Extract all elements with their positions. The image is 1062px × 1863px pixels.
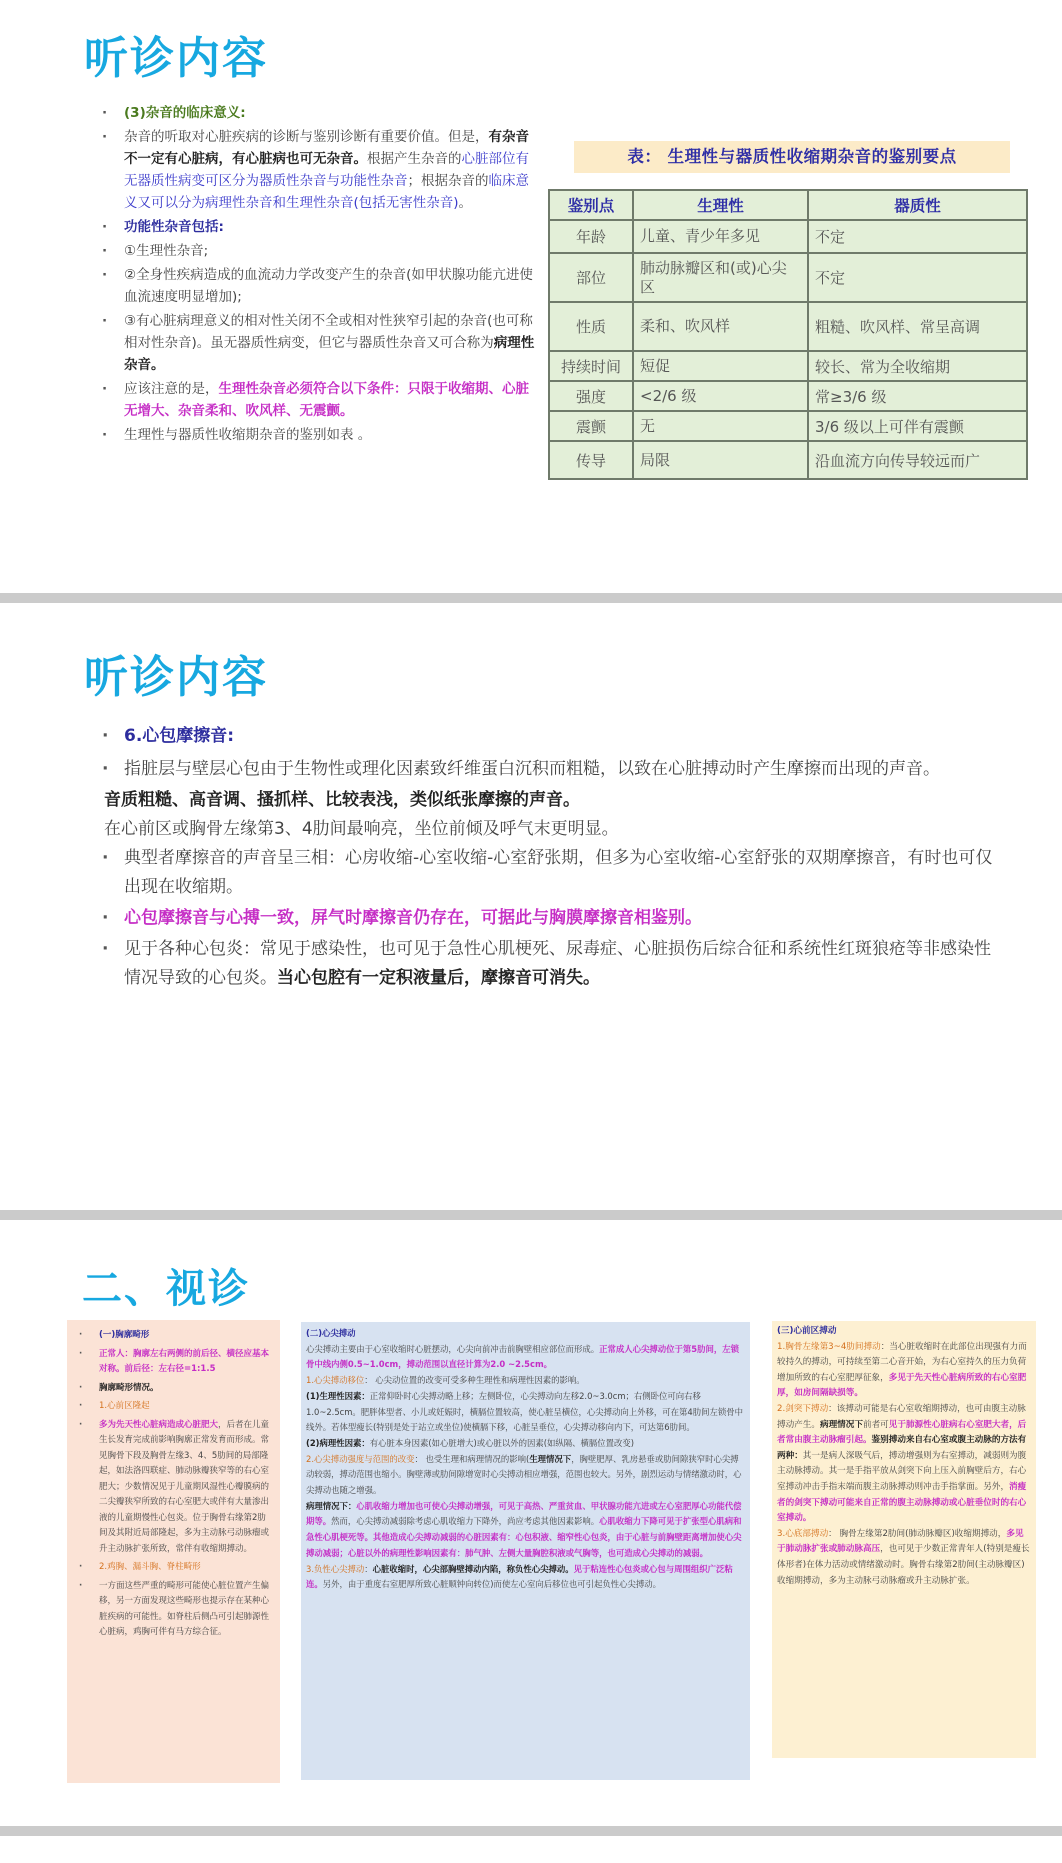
list-heading xyxy=(100,216,540,238)
table-row xyxy=(549,411,1027,441)
murmur-comparison-table xyxy=(548,189,1028,480)
murmur-clinical-significance-list xyxy=(100,102,540,448)
text-run-plain: ；根据杂音的 xyxy=(407,173,489,189)
text-run-orange: 3.心底部搏动 xyxy=(777,1528,829,1539)
text-run-plain: 在心前区或胸骨左缘第3、4肋间最响亮，坐位前倾及呼气末更明显。 xyxy=(104,819,619,839)
panel-chest-deformity xyxy=(67,1320,280,1783)
table-row xyxy=(549,381,1027,411)
table-cell-organic: 不定 xyxy=(808,253,1027,302)
list-item xyxy=(100,935,1000,993)
table-cell-key: 强度 xyxy=(549,381,633,411)
text-run-plain: 前者可 xyxy=(862,1419,889,1430)
list-item xyxy=(100,264,540,308)
text-run-orange: 2.剑突下搏动 xyxy=(777,1403,829,1414)
list-item xyxy=(100,310,540,376)
text-run-plain: 见于各种心包炎：常见于感染性，也可见于急性心肌梗死、尿毒症、心脏损伤后综合征和系统性红斑狼疮等非感染性情况导致的心包炎。 xyxy=(124,939,991,988)
list-item xyxy=(67,1418,272,1558)
list-item xyxy=(100,424,540,446)
text-run-pink: 多见于肺动脉扩张或肺动脉高压 xyxy=(777,1528,1024,1555)
text-run-plain: ，胸壁肥厚、乳房悬垂或肋间隙狭窄时心尖搏动较弱，搏动范围也缩小。胸壁薄或肋间隙增宽时心尖搏动相应增强，范围也较大。另外，剧烈运动与情绪激动时，心尖搏动也随之增强。 xyxy=(306,1453,742,1496)
list-item xyxy=(100,844,1000,902)
list-item xyxy=(67,1328,272,1344)
table-cell-physiological: <2/6 级 xyxy=(633,381,808,411)
text-run-bold: 生理情况下 xyxy=(529,1453,572,1464)
table-row xyxy=(549,351,1027,381)
list-item xyxy=(67,1381,272,1397)
table-cell-physiological: 儿童、青少年多见 xyxy=(633,220,808,253)
list-item xyxy=(100,240,540,262)
text-run-bold: 病理情况下 xyxy=(819,1419,863,1430)
slide-separator xyxy=(0,593,1062,603)
header-cell: 鉴别点 xyxy=(549,190,633,220)
text-run-bold: 病理情况下： xyxy=(306,1500,357,1511)
table-row xyxy=(549,441,1027,479)
header-cell: 器质性 xyxy=(808,190,1027,220)
text-run-plain: ： 胸骨左缘第2肋间(肺动脉瓣区)收缩期搏动， xyxy=(828,1528,1007,1539)
table-cell-physiological: 局限 xyxy=(633,441,808,479)
text-run-pink: 见于肺源性心脏病右心室肥大者，后者常由腹主动脉瘤引起。 xyxy=(777,1419,1027,1446)
text-run-orange: 3.负性心尖搏动 xyxy=(306,1563,365,1574)
text-run-plain: ： 也受生理和病理情况的影响( xyxy=(414,1453,530,1464)
text-run-plain: 指脏层与壁层心包由于生物性或理化因素致纤维蛋白沉积而粗糙，以致在心脏搏动时产生摩擦而出现的声音。 xyxy=(124,759,940,779)
table-cell-key: 持续时间 xyxy=(549,351,633,381)
table-cell-organic: 沿血流方向传导较远而广 xyxy=(808,441,1027,479)
paragraph xyxy=(306,1389,746,1436)
text-run-plain: ：当心脏收缩时在此部位出现强有力而较持久的搏动，可持续至第二心音开始，为右心室持久的压力负荷增加所致的右心室肥厚征象， xyxy=(777,1341,1027,1383)
text-run-plain: 根据产生杂音的 xyxy=(367,151,462,167)
text-run-bold: (2)病理性因素： xyxy=(306,1437,370,1448)
text-run-plain: 然而，心尖搏动减弱除考虑心肌收缩力下降外，尚应考虑其他因素影响。 xyxy=(331,1516,600,1527)
text-run-plain: 有心脏本身因素(如心脏增大)或心脏以外的因素(如纵隔、横膈位置改变) xyxy=(369,1437,635,1448)
slide-title: 听诊内容 xyxy=(84,652,268,703)
text-run-plain: 另外，由于重度右室肥厚所致心脏顺钟向转位)而使左心室向后移位也可引起负性心尖搏动。 xyxy=(322,1579,662,1590)
text-run-blueb: (二)心尖搏动 xyxy=(306,1328,356,1338)
text-run-pink: 正常人：胸廓左右两侧的前后径、横径应基本对称。前后径：左右径=1:1.5 xyxy=(99,1348,270,1374)
text-run-bold: 心脏收缩时，心尖部胸壁搏动内陷，称负性心尖搏动。 xyxy=(372,1563,574,1574)
table-cell-key: 震颤 xyxy=(549,411,633,441)
paragraph xyxy=(777,1402,1032,1527)
text-run-bold: 鉴别搏动来自右心室或腹主动脉的方法有两种： xyxy=(777,1435,1027,1461)
text-run-blue: 心脏部位有无器质性病变可区分为器质性杂音与功能性杂音 xyxy=(124,151,529,189)
text-run-bold: 音质粗糙、高音调、搔抓样、比较表浅，类似纸张摩擦的声音。 xyxy=(104,790,580,810)
list-item xyxy=(100,755,1000,784)
list-item xyxy=(67,1560,272,1576)
slide-auscultation-murmur xyxy=(0,0,1062,590)
table-cell-organic: 不定 xyxy=(808,220,1027,253)
header-cell: 生理性 xyxy=(633,190,808,220)
text-run-pink: 见于粘连性心包炎或心包与周围组织广泛粘连。 xyxy=(306,1563,733,1590)
text-run-pink: 多为先天性心脏病造成心脏肥大 xyxy=(99,1419,219,1430)
text-run-bold: (1)生理性因素： xyxy=(306,1390,370,1401)
table-cell-organic: 粗糙、吹风样、常呈高调 xyxy=(808,302,1027,351)
text-run-blueb: 6.心包摩擦音: xyxy=(124,726,235,746)
paragraph xyxy=(777,1527,1032,1589)
text-run-plain: ①生理性杂音; xyxy=(124,243,209,259)
text-run-orange: 1.心前区隆起 xyxy=(99,1401,150,1411)
table-cell-organic: 3/6 级以上可伴有震颤 xyxy=(808,411,1027,441)
paragraph xyxy=(100,815,1000,844)
table-row xyxy=(549,220,1027,253)
table-row xyxy=(549,253,1027,302)
text-run-plain: 一方面这些严重的畸形可能使心脏位置产生偏移，另一方面发现这些畸形也提示存在某种心脏疾病的可能性。如脊柱后侧凸可引起肺源性心脏病，鸡胸可伴有马方综合征。 xyxy=(99,1580,270,1637)
text-run-pink: 多见于先天性心脏病所致的右心室肥厚，如房间隔缺损等。 xyxy=(777,1372,1027,1399)
text-run-blue: 临床意义又可以分为病理性杂音和生理性杂音(包括无害性杂音) xyxy=(124,173,529,211)
paragraph xyxy=(306,1373,746,1389)
text-run-pink: 心肌收缩力下降可见于扩张型心肌病和急性心肌梗死等。其他造成心尖搏动减弱的心脏因素有：心包积液、缩窄性心包炎，由于心脏与前胸壁距离增加使心尖搏动减弱；心脏以外的病理性影响因素有：肺气肿、左侧大量胸腔积液或气胸等，也可造成心尖搏动的减弱。 xyxy=(306,1516,742,1558)
text-run-plain: 杂音的听取对心脏疾病的诊断与鉴别诊断有重要价值。但是， xyxy=(124,129,489,145)
text-run-plain: 正常仰卧时心尖搏动略上移；左侧卧位，心尖搏动向左移2.0~3.0cm；右侧卧位可向右移1.0~2.5cm。肥胖体型者、小儿或妊娠时，横膈位置较高，使心脏呈横位，心尖搏动向上外移，可在第4肋间左锁骨中线外。若体型瘦长(特别是处于站立或坐位)使横膈下移，心脏呈垂位，心尖搏动移向内下，可达第6肋间。 xyxy=(306,1390,743,1433)
table-cell-key: 传导 xyxy=(549,441,633,479)
slide-title: 听诊内容 xyxy=(84,33,268,84)
text-run-orange: 1.胸骨左缘第3~4肋间搏动 xyxy=(777,1341,881,1352)
text-run-plain: ，也可见于少数正常青年人(特别是瘦长体形者)在体力活动或情绪激动时。胸骨右缘第2肋间(主动脉瓣区)收缩期搏动，多为主动脉弓动脉瘤或升主动脉扩张。 xyxy=(777,1544,1030,1586)
text-run-pink: 心包摩擦音与心搏一致，屏气时摩擦音仍存在，可据此与胸膜摩擦音相鉴别。 xyxy=(124,908,702,928)
list-item xyxy=(67,1399,272,1415)
pericardial-rub-content xyxy=(100,722,1000,995)
list-item xyxy=(67,1579,272,1641)
heading-text: (3)杂音的临床意义: xyxy=(124,105,246,121)
list-item xyxy=(67,1347,272,1378)
paragraph xyxy=(306,1452,746,1499)
table-cell-key: 年龄 xyxy=(549,220,633,253)
table-cell-physiological: 无 xyxy=(633,411,808,441)
table-caption: 表： 生理性与器质性收缩期杂音的鉴别要点 xyxy=(574,141,1010,173)
table-cell-organic: 常≥3/6 级 xyxy=(808,381,1027,411)
paragraph xyxy=(100,786,1000,815)
text-run-plain: ： xyxy=(364,1563,373,1574)
panel-precordial-pulsation xyxy=(772,1321,1036,1758)
text-run-plain: 生理性与器质性收缩期杂音的鉴别如表 。 xyxy=(124,427,372,443)
text-run-plain: 。 xyxy=(458,195,473,211)
table-cell-physiological: 柔和、吹风样 xyxy=(633,302,808,351)
text-run-blueb: (三)心前区搏动 xyxy=(777,1326,837,1336)
list-item xyxy=(100,722,1000,751)
text-run-pink: 正常成人心尖搏动位于第5肋间，左锁骨中线内侧0.5~1.0cm，搏动范围以直径计算为2.0 ~2.5cm。 xyxy=(306,1343,739,1370)
heading-text: 功能性杂音包括: xyxy=(124,219,224,235)
paragraph xyxy=(306,1499,746,1562)
text-run-plain: 心尖搏动主要由于心室收缩时心脏摆动，心尖向前冲击前胸壁相应部位而形成。 xyxy=(306,1343,600,1354)
paragraph xyxy=(306,1436,746,1452)
paragraph xyxy=(306,1326,746,1342)
text-run-orange: 1.心尖搏动移位 xyxy=(306,1375,365,1386)
paragraph xyxy=(306,1342,746,1373)
text-run-plain: ： 心尖动位置的改变可受多种生理性和病理性因素的影响。 xyxy=(364,1375,585,1386)
text-run-plain: 应该注意的是， xyxy=(124,381,219,397)
text-run-blueb: (一)胸廓畸形 xyxy=(99,1330,150,1340)
list-item xyxy=(100,904,1000,933)
panel-apical-impulse xyxy=(301,1322,750,1780)
text-run-plain: 其一是病人深吸气后，搏动增强则为右室搏动，减弱则为腹主动脉搏动。其一是手指平放从剑突下向上压入前胸壁后方，右心室搏动冲击手指末端而腹主动脉搏动则冲击手指掌面。另外， xyxy=(777,1450,1027,1492)
list-item xyxy=(100,126,540,214)
text-run-pink: 心肌收缩力增加也可使心尖搏动增强，可见于高热、严重贫血、甲状腺功能亢进或左心室肥厚心功能代偿期等。 xyxy=(306,1500,742,1527)
text-run-plain: ：该搏动可能是右心室收缩期搏动，也可由腹主动脉搏动产生。 xyxy=(777,1403,1026,1430)
paragraph xyxy=(777,1340,1032,1402)
slide-separator xyxy=(0,1826,1062,1836)
table-row xyxy=(549,302,1027,351)
table-cell-organic: 较长、常为全收缩期 xyxy=(808,351,1027,381)
text-run-bold: 胸廓畸形情况。 xyxy=(99,1382,159,1393)
paragraph xyxy=(306,1562,746,1593)
text-run-plain: 典型者摩擦音的声音呈三相：心房收缩-心室收缩-心室舒张期，但多为心室收缩-心室舒张的双期摩擦音，有时也可仅出现在收缩期。 xyxy=(124,848,993,897)
text-run-orange: 2.心尖搏动强度与范围的改变 xyxy=(306,1453,415,1464)
text-run-bold: 有杂音不一定有心脏病，有心脏病也可无杂音。 xyxy=(124,129,529,167)
text-run-plain: ②全身性疾病造成的血流动力学改变产生的杂音(如甲状腺功能亢进使血流速度明显增加); xyxy=(124,267,533,305)
slide-separator xyxy=(0,1210,1062,1220)
slide-title: 二、视诊 xyxy=(82,1266,250,1312)
text-run-pink: 生理性杂音必须符合以下条件：只限于收缩期、心脏无增大、杂音柔和、吹风样、无震颤。 xyxy=(124,381,529,419)
table-cell-key: 部位 xyxy=(549,253,633,302)
list-heading xyxy=(100,102,540,124)
list-item xyxy=(100,378,540,422)
text-run-orange: 2.鸡胸、漏斗胸、脊柱畸形 xyxy=(99,1562,201,1572)
table-cell-physiological: 短促 xyxy=(633,351,808,381)
table-cell-key: 性质 xyxy=(549,302,633,351)
text-run-plain: ，后者在儿童生长发育完成前影响胸廓正常发育而形成。常见胸骨下段及胸骨左缘3、4、5肋间的局部隆起，如法洛四联症、肺动脉瓣狭窄等的右心室肥大；少数情况见于儿童期风湿性心瓣膜病的二尖瓣狭窄所致的右心室肥大或伴有大量渗出液的儿童期慢性心包炎。位于胸骨右缘第2肋间及其附近局部隆起，多为主动脉弓动脉瘤或升主动脉扩张所致，常伴有收缩期搏动。 xyxy=(99,1419,270,1554)
text-run-bold: 病理性杂音。 xyxy=(124,335,535,373)
table-cell-physiological: 肺动脉瓣区和(或)心尖区 xyxy=(633,253,808,302)
text-run-plain: ③有心脏病理意义的相对性关闭不全或相对性狭窄引起的杂音(也可称相对性杂音)。虽无器质性病变，但它与器质性杂音又可合称为 xyxy=(124,313,533,351)
text-run-bold: 当心包腔有一定积液量后，摩擦音可消失。 xyxy=(277,968,600,988)
table-header-row xyxy=(549,190,1027,220)
paragraph xyxy=(777,1324,1032,1340)
text-run-pink: 消瘦者的剑突下搏动可能来自正常的腹主动脉搏动或心脏垂位时的右心室搏动。 xyxy=(777,1481,1027,1524)
